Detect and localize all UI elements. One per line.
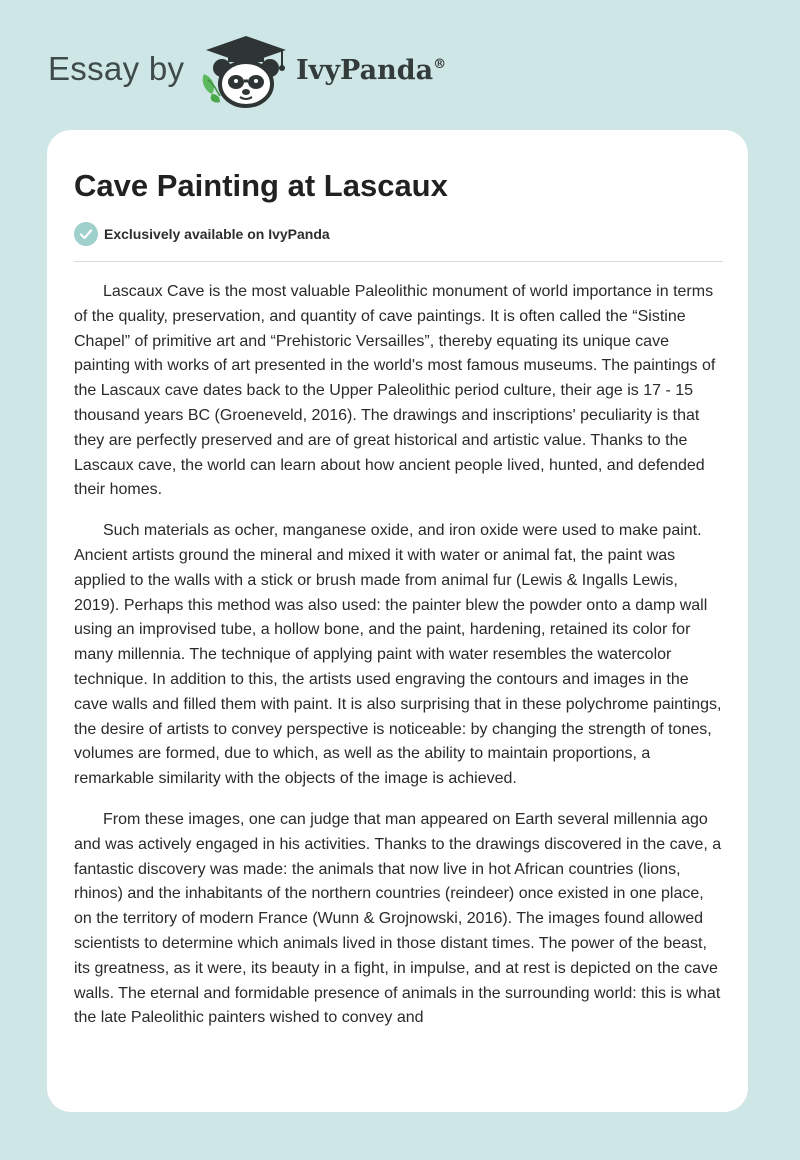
registered-mark: ® [433, 57, 447, 72]
essay-card [47, 130, 748, 1112]
exclusive-label: Exclusively available on IvyPanda [104, 226, 330, 242]
page-title: Cave Painting at Lascaux [74, 168, 448, 203]
paragraph: Lascaux Cave is the most valuable Paleolithic monument of world importance in terms of the quality, preservation, and quantity of cave paintings. It is often called the “Sistine Chapel” of primitive art and “Prehistoric Versailles”, thereby equating its unique cave painting with works of art presented in the world's most famous museums. The paintings of the Lascaux cave dates back to the Upper Paleolithic period culture, their age is 17 - 15 thousand years BC (Groeneveld, 2016). The drawings and inscriptions' peculiarity is that they are perfectly preserved and are of great historical and artistic value. Thanks to the Lascaux cave, the world can learn about how ancient people lived, hunted, and defended their homes. [74, 283, 716, 499]
panda-graduate-logo-icon[interactable] [198, 34, 294, 110]
paragraph: Such materials as ocher, manganese oxide, and iron oxide were used to make paint. Ancient artists ground the mineral and mixed it with water or animal fat, the paint was applied to the walls with a stick or brush made from animal fur (Lewis & Ingalls Lewis, 2019). Perhaps this method was also used: the painter blew the powder onto a damp wall using an improvised tube, a hollow bone, and the paint, hardening, retained its color for many millennia. The technique of applying paint with water resembles the watercolor technique. In addition to this, the artists used engraving the contours and images in the cave walls and filled them with paint. It is also surprising that in these polychrome paintings, the desire of artists to convey perspective is noticeable: by changing the strength of tones, volumes are formed, due to which, as well as the ability to maintain proportions, a remarkable similarity with the objects of the image is achieved. [74, 522, 722, 788]
divider [74, 261, 723, 262]
check-icon [74, 222, 98, 246]
essay-by-label: Essay by [48, 50, 185, 87]
site-header [0, 0, 800, 130]
essay-body [74, 280, 725, 1047]
exclusive-badge [74, 222, 330, 246]
paragraph: From these images, one can judge that man appeared on Earth several millennia ago and was actively engaged in his activities. Thanks to the drawings discovered in the cave, a fantastic discovery was made: the animals that now live in hot African countries (lions, rhinos) and the inhabitants of the northern countries (reindeer) once existed in one place, on the territory of modern France (Wunn & Grojnowski, 2016). The images found allowed scientists to determine which animals lived in those distant times. The power of the beast, its greatness, as it were, its beauty in a fight, in impulse, and at rest is depicted on the cave walls. The eternal and formidable presence of animals in the surrounding world: this is what the late Paleolithic painters wished to convey and [74, 810, 722, 1027]
brand-name[interactable]: IvyPanda® [296, 55, 447, 86]
